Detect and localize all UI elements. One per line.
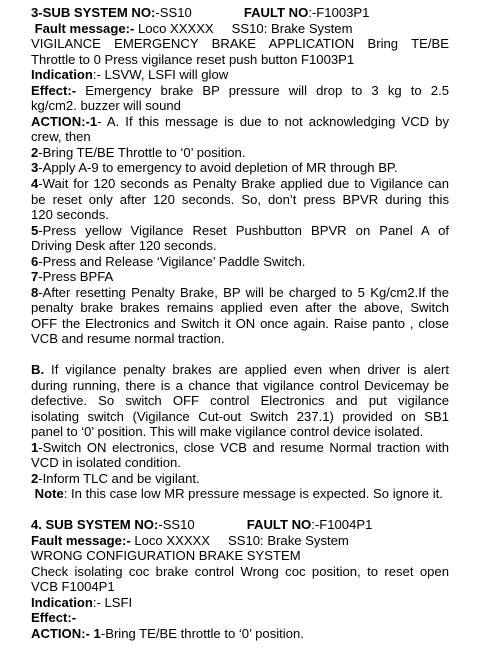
fault-message-label: Fault message:- [31, 532, 131, 548]
fault-message-value: Loco XXXXX [130, 532, 211, 548]
fault-message-line [31, 533, 449, 549]
fault-message-system: SS10: Brake System [231, 20, 353, 36]
part-b-line-5: panel to ‘0’ position. This will make vigilance control device isolated. [31, 424, 424, 440]
step-5-cont: Driving Desk after 120 seconds. [31, 238, 217, 254]
indication-label: Indication [31, 594, 93, 610]
effect-line-2: kg/cm2. buzzer will sound [31, 98, 181, 114]
action-number: 1 [89, 113, 98, 129]
step-5 [31, 223, 449, 239]
effect-label: Effect:- [31, 610, 77, 626]
step-8 [31, 285, 449, 301]
step-number: 4 [31, 176, 39, 192]
step-text: -Wait for 120 seconds as Penalty Brake applied due to Vigilance can [38, 176, 449, 192]
action-text: -Bring TE/BE throttle to ‘0’ position. [100, 625, 304, 641]
step-text: -Press yellow Vigilance Reset Pushbutton BPVR on Panel A of [38, 222, 449, 238]
note-line [31, 486, 449, 502]
step-number: 5 [31, 222, 39, 238]
subsystem-value: -SS10 [155, 5, 192, 20]
action-line-1 [31, 114, 449, 130]
part-b-line-2: during running, there is a chance that vigilance control Devicemay be [31, 377, 449, 393]
action-label: ACTION:- [31, 625, 90, 641]
step-4 [31, 176, 449, 192]
part-b-line-1 [31, 362, 449, 378]
indication-line [31, 67, 449, 83]
step-text: -Switch ON electronics, close VCB and resume Normal traction with [38, 439, 449, 455]
step-number: 1 [31, 439, 39, 455]
step-number: 6 [31, 253, 39, 269]
indication-value: :- LSFI [92, 594, 133, 610]
step-2 [31, 145, 449, 161]
fault-label: FAULT NO [243, 5, 309, 20]
effect-line [31, 610, 449, 626]
step-3 [31, 160, 449, 176]
section4-header [31, 517, 449, 533]
fault-value: :-F1003P1 [308, 5, 370, 20]
message-line-2: Throttle to 0 Press vigilance reset push button F1003P1 [31, 51, 355, 67]
action-line [31, 626, 449, 642]
action-line-2: crew, then [31, 129, 91, 145]
step-7 [31, 269, 449, 285]
part-b-line-4: isolating switch (Vigilance Cut-out Switch 237.1) provided on SB1 [31, 408, 449, 424]
step-8-cont-1: penalty brake brakes remains applied even after the above, Switch [31, 300, 449, 316]
indication-label: Indication [31, 67, 93, 83]
step-number: 2 [31, 144, 39, 160]
action-text: - A. If this message is due to not acknowledging VCD by [97, 113, 449, 129]
fault-message-value: Loco XXXXX [137, 20, 214, 36]
fault-label: FAULT NO [246, 516, 312, 532]
step-4-cont-1: be reset only after 120 seconds. So, don’t press BPVR during this [31, 191, 449, 207]
step-6 [31, 254, 449, 270]
step-text: -Press BPFA [38, 269, 114, 285]
step-text: -Apply A-9 to emergency to avoid depletion of MR through BP. [38, 160, 398, 176]
fault-message-system: SS10: Brake System [228, 532, 349, 548]
step-8-cont-3: VCB and resume normal traction. [31, 331, 225, 347]
effect-line-1 [31, 83, 449, 99]
step-4-cont-2: 120 seconds. [31, 207, 109, 223]
action-number: 1 [89, 625, 101, 641]
step-text: -Press and Release ‘Vigilance’ Paddle Switch. [38, 253, 306, 269]
indication-line [31, 595, 449, 611]
step-text: -Bring TE/BE Throttle to ‘0’ position. [38, 144, 246, 160]
fault-message-line [31, 21, 449, 37]
note-text: : In this case low MR pressure message is expected. So ignore it. [63, 486, 443, 502]
part-b-step-1-cont: VCD in isolated condition. [31, 455, 181, 471]
part-b-text: If vigilance penalty brakes are applied even when driver is alert [44, 362, 449, 378]
step-text: -After resetting Penalty Brake, BP will be charged to 5 Kg/cm2.If the [38, 284, 449, 300]
indication-value: :- LSVW, LSFI will glow [92, 67, 229, 83]
part-b-step-1 [31, 440, 449, 456]
note-label: Note [34, 486, 64, 502]
step-8-cont-2: OFF the Electronics and Switch it ON once again. Raise panto , close [31, 315, 449, 331]
part-b-step-2 [31, 471, 449, 487]
effect-label: Effect:- [31, 82, 77, 98]
step-text: -Inform TLC and be vigilant. [38, 470, 200, 486]
message-line-3: VCB F1004P1 [31, 579, 115, 595]
fault-message-label: Fault message:- [34, 20, 135, 36]
section3-header [31, 5, 449, 21]
step-number: 3 [31, 160, 39, 176]
part-b-label: B. [31, 362, 45, 378]
subsystem-label: 4. SUB SYSTEM NO: [31, 516, 159, 532]
subsystem-label: 3-SUB SYSTEM NO: [31, 5, 156, 20]
message-line-2: Check isolating coc brake control Wrong coc position, to reset open [31, 563, 449, 579]
message-line-1: VIGILANCE EMERGENCY BRAKE APPLICATION Bring TE/BE [31, 36, 449, 52]
effect-text: Emergency brake BP pressure will drop to 3 kg to 2.5 [76, 82, 449, 98]
fault-value: :-F1004P1 [311, 516, 373, 532]
step-number: 2 [31, 470, 39, 486]
step-number: 8 [31, 284, 39, 300]
step-number: 7 [31, 269, 39, 285]
subsystem-value: -SS10 [158, 516, 195, 532]
action-label: ACTION:- [31, 113, 90, 129]
message-line-1: WRONG CONFIGURATION BRAKE SYSTEM [31, 548, 301, 564]
part-b-line-3: defective. So switch OFF control Electronics and put vigilance [31, 393, 449, 409]
